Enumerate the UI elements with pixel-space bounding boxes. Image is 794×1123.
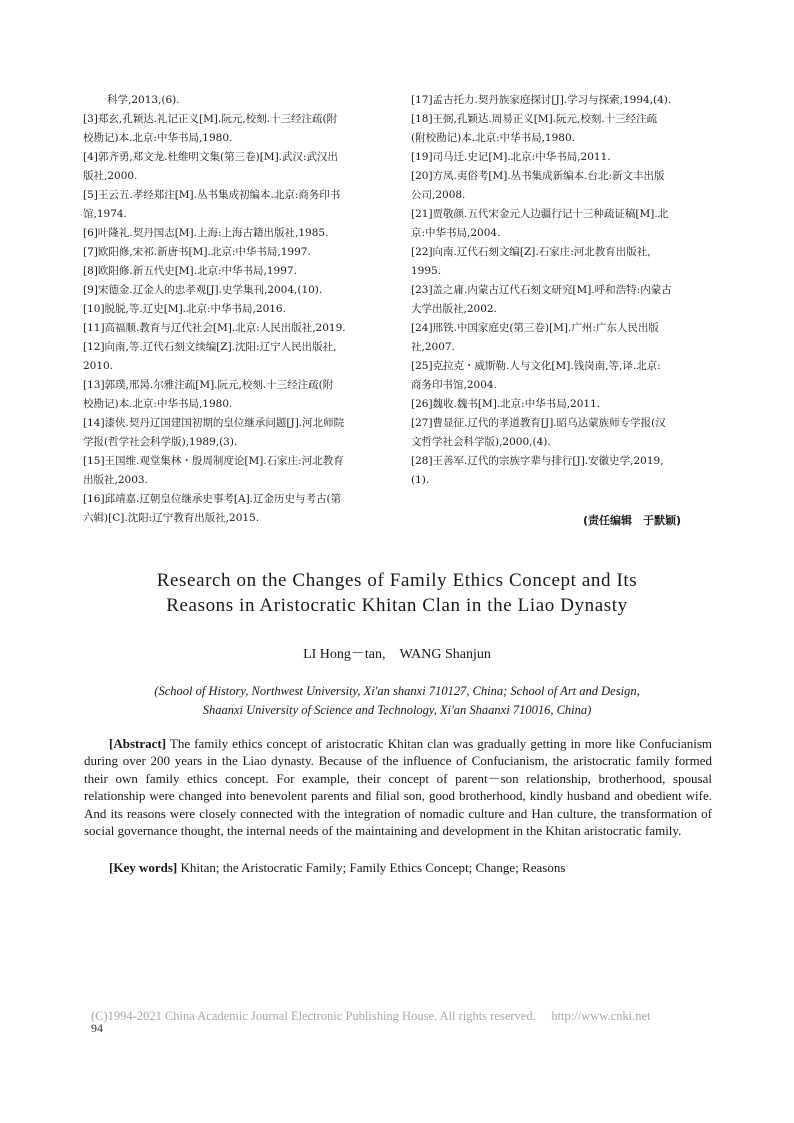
reference-item (411, 395, 713, 414)
reference-line: [22]向南.辽代石刻文编[Z].石家庄:河北教育出版社, (411, 246, 651, 258)
reference-line: (1). (411, 474, 430, 486)
keywords-label: [Key words] (109, 860, 178, 875)
title-line-2: Reasons in Aristocratic Khitan Clan in the Liao Dynasty (166, 595, 628, 616)
reference-line: [26]魏收.魏书[M].北京:中华书局,2011. (411, 398, 601, 410)
reference-item (411, 167, 713, 205)
reference-line: [6]叶隆礼.契丹国志[M].上海:上海古籍出版社,1985. (83, 227, 329, 239)
reference-item (83, 224, 395, 243)
references-right-column (411, 91, 713, 490)
reference-line: 出版社,2003. (83, 474, 148, 486)
reference-item (83, 91, 395, 110)
reference-line: 校勘记)本.北京:中华书局,1980. (83, 398, 233, 410)
reference-item (411, 91, 713, 110)
reference-item (83, 186, 395, 224)
references-left-column (83, 91, 395, 528)
reference-line: [27]曹显征.辽代的孝道教育[J].昭乌达蒙族师专学报(汉 (411, 417, 666, 429)
reference-item (411, 281, 713, 319)
reference-item (411, 452, 713, 490)
reference-item (83, 300, 395, 319)
responsible-editor: (责任编辑 于默颖) (582, 514, 681, 527)
reference-line: [11]高福顺.教育与辽代社会[M].北京:人民出版社,2019. (83, 322, 346, 334)
reference-line: 学报(哲学社会科学版),1989,(3). (83, 436, 238, 448)
abstract-text: The family ethics concept of aristocratic Khitan clan was gradually getting in more like Confucianism during over 200 years in the Liao dynasty. Because of the influence of Confucianism, the aristocratic family formed their own family ethics concept. For example, their concept of parent－son relationship, brotherhood, spousal relationship were changed into benevolent parents and filial son, good brotherhood, kindly husband and obedient wife. And its reasons were closely connected with the integration of nomadic culture and Han culture, the transformation of social governance thought, the internal needs of the maintaining and development in the Khitan aristocratic family. (84, 736, 713, 839)
reference-item (83, 452, 395, 490)
reference-line: [28]王善军.辽代的宗族字辈与排行[J].安徽史学,2019, (411, 455, 664, 467)
reference-line: [14]漆侠.契丹辽国建国初期的皇位继承问题[J].河北师院 (83, 417, 345, 429)
reference-line: [16]邱靖嘉.辽朝皇位继承史事考[A].辽金历史与考古(第 (83, 493, 342, 505)
reference-line: 商务印书馆,2004. (411, 379, 497, 391)
reference-item (83, 338, 395, 376)
reference-line: [3]郑玄,孔颖达.礼记正义[M].阮元,校刻.十三经注疏(附 (83, 113, 338, 125)
reference-line: [7]欧阳修,宋祁.新唐书[M].北京:中华书局,1997. (83, 246, 311, 258)
reference-line: 京:中华书局,2004. (411, 227, 501, 239)
reference-line: [4]郭齐勇,郑文龙.杜维明文集(第三卷)[M].武汉:武汉出 (83, 151, 339, 163)
reference-item (83, 243, 395, 262)
reference-line: 社,2007. (411, 341, 455, 353)
authors: LI Hong－tan, WANG Shanjun (303, 647, 491, 662)
reference-line: 文哲学社会科学版),2000,(4). (411, 436, 551, 448)
reference-line: [23]盖之庸.内蒙古辽代石刻文研究[M].呼和浩特:内蒙古 (411, 284, 672, 296)
reference-line: (附校勘记)本.北京:中华书局,1980. (411, 132, 575, 144)
reference-item (411, 110, 713, 148)
reference-line: [21]贾敬颜.五代宋金元人边疆行记十三种疏证稿[M].北 (411, 208, 669, 220)
reference-line: 科学,2013,(6). (107, 94, 180, 106)
reference-line: 校勘记)本.北京:中华书局,1980. (83, 132, 233, 144)
affiliations (84, 682, 710, 720)
keywords (84, 859, 712, 876)
reference-item (411, 414, 713, 452)
reference-line: [12]向南,等.辽代石刻文续编[Z].沈阳:辽宁人民出版社, (83, 341, 337, 353)
reference-line: 公司,2008. (411, 189, 466, 201)
reference-line: [17]孟古托力.契丹族家庭探讨[J].学习与探索,1994,(4). (411, 94, 672, 106)
abstract-label: [Abstract] (109, 736, 167, 751)
abstract (84, 735, 712, 839)
reference-item (83, 319, 395, 338)
reference-line: 六辑)[C].沈阳:辽宁教育出版社,2015. (83, 512, 260, 524)
affiliation-line-2: Shaanxi University of Science and Technology, Xi'an Shaanxi 710016, China) (202, 703, 592, 717)
reference-line: [15]王国维.观堂集林・殷周制度论[M].石家庄:河北教育 (83, 455, 344, 467)
reference-line: [18]王弼,孔颖达.周易正义[M].阮元,校刻.十三经注疏 (411, 113, 658, 125)
page-number: 94 (91, 1021, 103, 1035)
reference-item (83, 110, 395, 148)
reference-item (83, 376, 395, 414)
reference-line: [10]脱脱,等.辽史[M].北京:中华书局,2016. (83, 303, 286, 315)
reference-line: 版社,2000. (83, 170, 138, 182)
reference-item (411, 357, 713, 395)
reference-item (411, 319, 713, 357)
reference-item (83, 414, 395, 452)
reference-item (411, 205, 713, 243)
affiliation-line-1: (School of History, Northwest University, Xi'an shanxi 710127, China; School of Art and Design, (154, 684, 640, 698)
reference-line: [13]郭璞,邢昺.尔雅注疏[M].阮元,校刻.十三经注疏(附 (83, 379, 334, 391)
reference-line: [24]邢铁.中国家庭史(第三卷)[M].广州:广东人民出版 (411, 322, 659, 334)
reference-item (411, 148, 713, 167)
reference-line: [9]宋德金.辽金人的忠孝观[J].史学集刊,2004,(10). (83, 284, 323, 296)
reference-line: 馆,1974. (83, 208, 127, 220)
reference-line: [8]欧阳修.新五代史[M].北京:中华书局,1997. (83, 265, 297, 277)
reference-line: 1995. (411, 265, 442, 277)
reference-line: [5]王云五.孝经郑注[M].丛书集成初编本.北京:商务印书 (83, 189, 341, 201)
english-title (0, 568, 794, 618)
reference-item (411, 243, 713, 281)
reference-line: [19]司马迁.史记[M].北京:中华书局,2011. (411, 151, 611, 163)
copyright-notice: (C)1994-2021 China Academic Journal Electronic Publishing House. All rights reserved. http://www.cnki.net (91, 1009, 651, 1023)
reference-item (83, 148, 395, 186)
reference-line: [20]方凤.夷俗考[M].丛书集成新编本.台北:新文丰出版 (411, 170, 665, 182)
reference-line: [25]克拉克・威斯勒.人与文化[M].钱岗南,等,译.北京: (411, 360, 661, 372)
reference-item (83, 262, 395, 281)
reference-item (83, 281, 395, 300)
keywords-text: Khitan; the Aristocratic Family; Family Ethics Concept; Change; Reasons (180, 860, 566, 875)
reference-item (83, 490, 395, 528)
reference-line: 2010. (83, 360, 114, 372)
reference-line: 大学出版社,2002. (411, 303, 497, 315)
title-line-1: Research on the Changes of Family Ethics Concept and Its (156, 570, 638, 591)
